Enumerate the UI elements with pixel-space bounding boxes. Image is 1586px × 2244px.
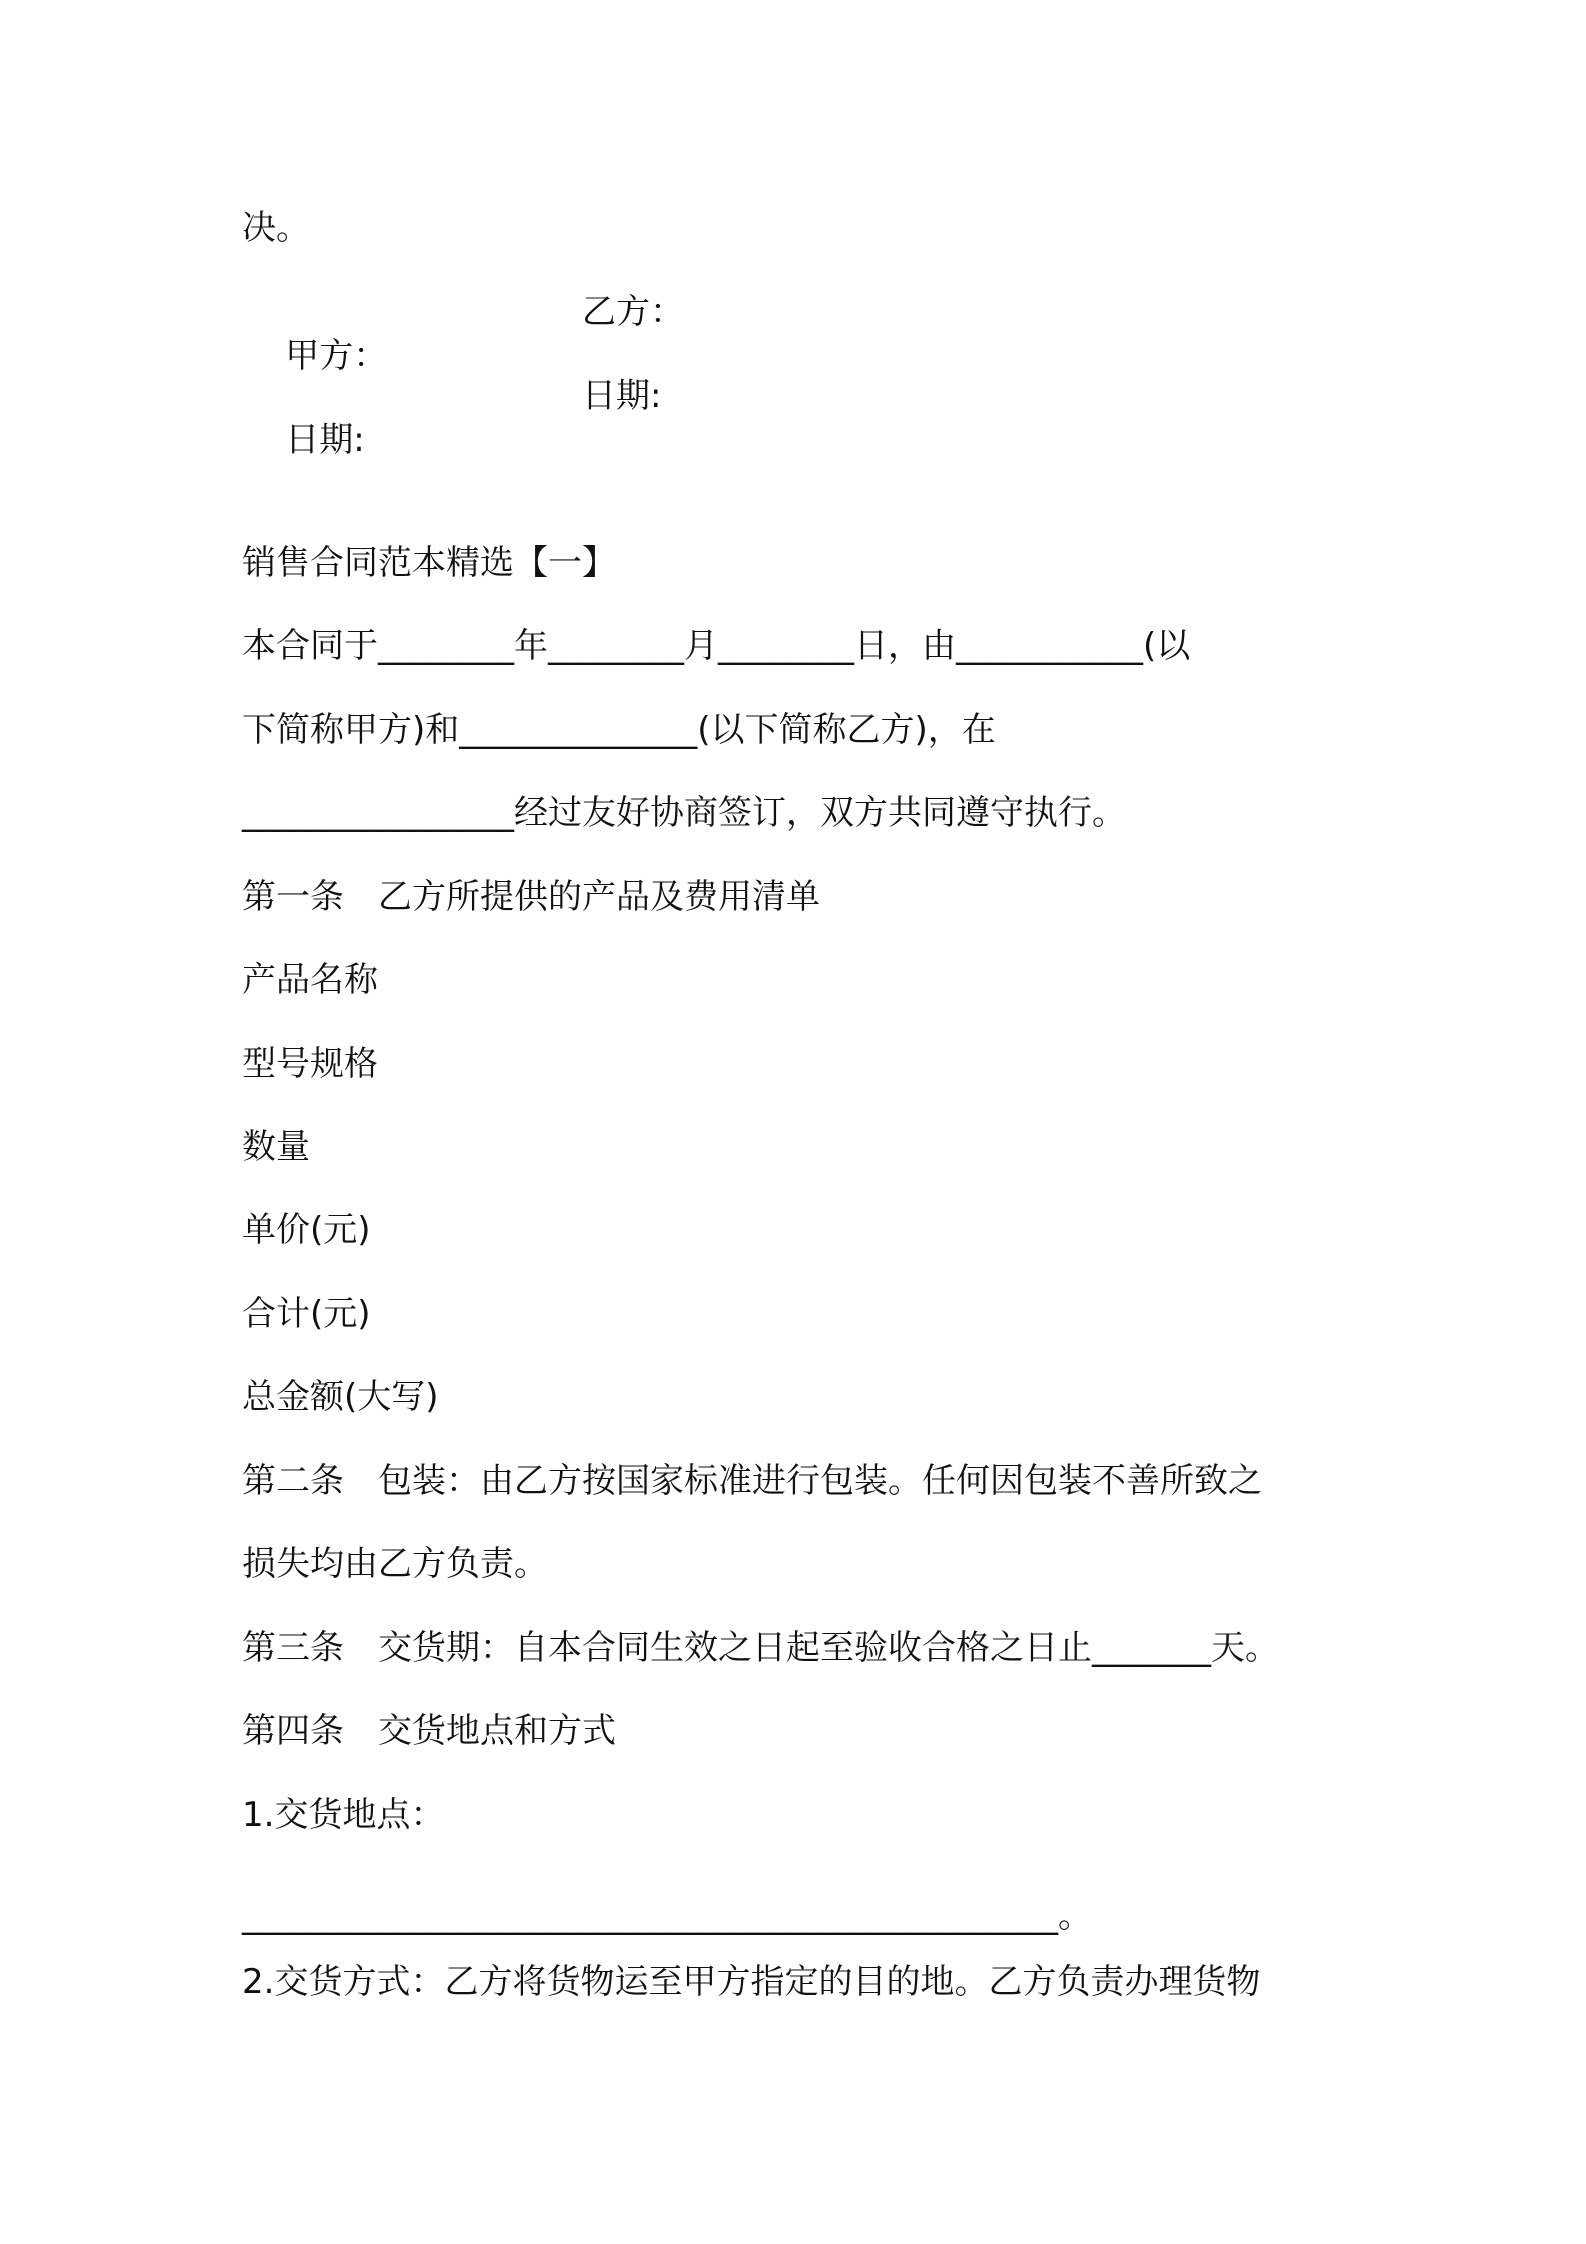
product-field-name: 产品名称	[242, 960, 378, 1000]
article-1-title: 第一条 乙方所提供的产品及费用清单	[242, 877, 820, 917]
delivery-method: 2.交货方式：乙方将货物运至甲方指定的目的地。乙方负责办理货物	[242, 1962, 1261, 2002]
intro-line-2: 下简称甲方)和______________(以下简称乙方)，在	[242, 710, 996, 750]
contract-title: 销售合同范本精选【一】	[242, 543, 616, 583]
product-field-unit-price: 单价(元)	[242, 1210, 371, 1250]
signature-row-dates	[242, 374, 662, 550]
product-field-subtotal: 合计(元)	[242, 1294, 371, 1334]
intro-line-3: ________________经过友好协商签订，双方共同遵守执行。	[242, 793, 1126, 833]
intro-line-1: 本合同于________年________月________日，由___________(以	[242, 626, 1191, 666]
product-field-model: 型号规格	[242, 1044, 378, 1084]
article-2-line-1: 第二条 包装：由乙方按国家标准进行包装。任何因包装不善所致之	[242, 1461, 1262, 1501]
paragraph-fragment: 决。	[242, 208, 310, 248]
party-a-label: 甲方：	[285, 336, 388, 376]
delivery-place-label: 1.交货地点：	[242, 1795, 445, 1835]
date-a-label: 日期:	[285, 420, 365, 460]
party-b-label: 乙方：	[582, 292, 684, 332]
date-b-label: 日期:	[582, 376, 662, 416]
article-3: 第三条 交货期：自本合同生效之日起至验收合格之日止_______天。	[242, 1628, 1279, 1668]
article-2-line-2: 损失均由乙方负责。	[242, 1544, 548, 1584]
product-field-quantity: 数量	[242, 1127, 310, 1167]
delivery-place-blank: ________________________________________________。	[242, 1896, 1092, 1936]
product-field-total: 总金额(大写)	[242, 1377, 439, 1417]
article-4-title: 第四条 交货地点和方式	[242, 1711, 616, 1751]
